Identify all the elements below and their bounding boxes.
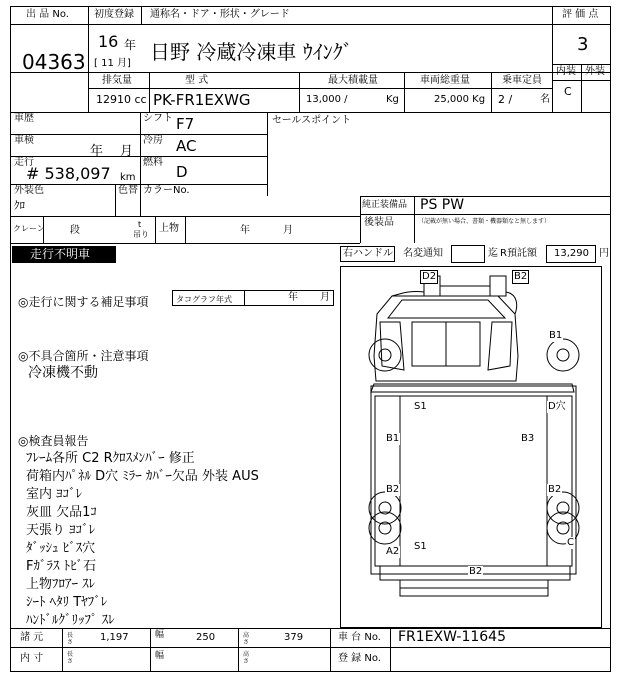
color-number-label: カラーNo. <box>143 185 190 196</box>
name-change-label: 名変通知 <box>403 248 443 259</box>
first-registration-month: [ 11 月] <box>94 58 131 69</box>
length: 1,197 <box>100 632 129 643</box>
damage-code-a2: A2 <box>386 546 400 557</box>
displacement: 12910 cc <box>96 93 147 106</box>
recycle-amount: 13,290 <box>554 248 589 259</box>
crane-hang: 吊り <box>133 230 149 239</box>
chassis-label: 車 台 No. <box>338 632 381 643</box>
crane-label: クレーン <box>13 224 45 233</box>
interior-grade: C <box>564 85 572 98</box>
height-label: 高さ <box>243 632 250 646</box>
tachograph-label: タコグラフ年式 <box>176 295 232 304</box>
ac-label: 冷房 <box>143 135 163 146</box>
tachograph-month: 月 <box>320 292 330 303</box>
model-code-label: 型 式 <box>185 75 209 86</box>
deadline-label: 迄 <box>488 248 498 259</box>
inspector-line: Fｶﾞﾗｽ ﾄﾋﾞ石 <box>26 559 97 574</box>
aftermarket-label: 後装品 <box>364 217 394 228</box>
max-load-label: 最大積載量 <box>328 75 378 86</box>
defect-item: 冷凍機不動 <box>28 365 98 381</box>
damage-code-b2-bottom: B2 <box>469 566 483 577</box>
model-code: PK-FR1EXWG <box>153 91 251 109</box>
recycle-label: R預託額 <box>500 248 537 259</box>
damage-code-b2-left: B2 <box>386 484 400 495</box>
exterior-color-label: 外装色 <box>14 185 44 196</box>
body-year: 年 <box>240 225 250 236</box>
inspector-line: ﾊﾝﾄﾞﾙｸﾞﾘｯﾌﾟ ｽﾚ <box>26 613 115 628</box>
damage-code-b2-top: B2 <box>514 271 528 282</box>
dimensions-label: 諸 元 <box>20 632 44 643</box>
name-change-box <box>451 245 485 263</box>
displacement-label: 排気量 <box>102 75 132 86</box>
inspector-line: 灰皿 欠品1ｺ <box>26 505 97 520</box>
shift: F7 <box>176 115 195 133</box>
inner-length-label: 長さ <box>67 651 74 665</box>
damage-code-d2: D2 <box>422 271 437 282</box>
gross-weight-label: 車両総重量 <box>420 75 470 86</box>
exterior-color: ｸﾛ <box>14 199 25 212</box>
inspector-line: ｼｰﾄ ﾍﾀﾘ Tﾔﾌﾞﾚ <box>26 595 108 610</box>
damage-code-d-hole: D穴 <box>548 401 566 412</box>
interior-grade-label: 内装 <box>556 66 576 77</box>
damage-code-c: C <box>567 537 574 548</box>
lot-number: 04363 <box>22 50 86 74</box>
inspector-line: ﾌﾚｰﾑ各所 C2 Rｸﾛｽﾒﾝﾊﾞｰ 修正 <box>26 451 195 466</box>
max-load-unit: Kg <box>386 94 399 105</box>
registration-label: 登 録 No. <box>338 653 381 664</box>
inspection-month: 月 <box>120 144 134 159</box>
inspector-line: 上物ﾌﾛｱｰ ｽﾚ <box>26 577 96 592</box>
aftermarket-note: （記載が無い場合、書類・機器類なと無します） <box>418 218 551 225</box>
chassis-number: FR1EXW-11645 <box>398 629 506 645</box>
height: 379 <box>284 632 304 643</box>
gross-weight: 25,000 Kg <box>434 94 486 105</box>
lot-number-label: 出 品 No. <box>26 9 69 20</box>
defects-title: ◎不具合箇所・注意事項 <box>18 349 149 363</box>
model-name: 日野 冷蔵冷凍車 ｳｲﾝｸﾞ <box>150 40 353 64</box>
mileage-unit: km <box>120 172 136 183</box>
fuel: D <box>176 163 188 181</box>
damage-code-s1-lower: S1 <box>414 541 427 552</box>
capacity-label: 乗車定員 <box>502 75 542 86</box>
genuine-equipment: PS PW <box>420 197 465 213</box>
first-registration-year: 16 <box>98 32 119 51</box>
width: 250 <box>196 632 216 643</box>
inspector-line: 室内 ﾖｺﾞﾚ <box>26 487 83 502</box>
yen-unit: 円 <box>599 248 609 259</box>
mileage-unknown-text: 走行不明車 <box>30 247 91 261</box>
inspector-line: 天張り ﾖｺﾞﾚ <box>26 523 96 538</box>
inspector-line: ﾀﾞｯｼｭ ﾋﾞｽ穴 <box>26 541 96 556</box>
right-hand-drive: 右ハンドル <box>343 248 393 259</box>
damage-code-s1-upper: S1 <box>414 401 427 412</box>
body-label: 上物 <box>159 223 179 234</box>
grade-label: 評 価 点 <box>562 9 599 20</box>
inner-height-label: 高さ <box>243 651 250 665</box>
damage-code-b2-right: B2 <box>548 484 562 495</box>
sales-point-label: セールスポイント <box>272 115 352 126</box>
inner-dimensions-label: 内 寸 <box>20 653 44 664</box>
history-label: 車歴 <box>14 113 34 124</box>
exterior-grade-label: 外装 <box>585 66 605 77</box>
inner-width-label: 幅 <box>155 651 165 661</box>
model-name-label: 通称名・ドア・形状・グレード <box>150 9 290 20</box>
inspector-line: 荷箱内ﾊﾟﾈﾙ D穴 ﾐﾗｰ ｶﾊﾞｰ欠品 外装 AUS <box>26 469 259 484</box>
capacity: 2 / <box>498 93 513 106</box>
shift-label: シフト <box>143 113 173 124</box>
supplement-title: ◎走行に関する補足事項 <box>18 295 149 309</box>
mileage: # 538,097 <box>26 164 111 183</box>
first-registration-label: 初度登録 <box>94 9 134 20</box>
crane-steps: 段 <box>70 225 80 236</box>
inspection-year: 年 <box>90 144 104 159</box>
inspector-title: ◎検査員報告 <box>18 434 89 448</box>
damage-code-b1-right: B1 <box>549 330 563 341</box>
crane-tons: t <box>138 220 142 229</box>
color-change-label: 色替 <box>118 185 138 196</box>
air-conditioner: AC <box>176 137 197 155</box>
mileage-label: 走行 <box>14 157 34 168</box>
tachograph-year: 年 <box>288 292 298 303</box>
capacity-unit: 名 <box>540 94 550 105</box>
width-label: 幅 <box>155 630 165 640</box>
overall-grade: 3 <box>577 34 589 55</box>
genuine-equipment-label: 純正装備品 <box>362 200 408 210</box>
length-label: 長さ <box>67 632 74 646</box>
inspection-label: 車検 <box>14 135 34 146</box>
max-load: 13,000 / <box>306 94 348 105</box>
body-month: 月 <box>283 225 293 236</box>
damage-code-b3: B3 <box>521 433 535 444</box>
year-unit: 年 <box>124 38 137 52</box>
fuel-label: 燃料 <box>143 157 163 168</box>
damage-code-b1-left: B1 <box>386 433 400 444</box>
